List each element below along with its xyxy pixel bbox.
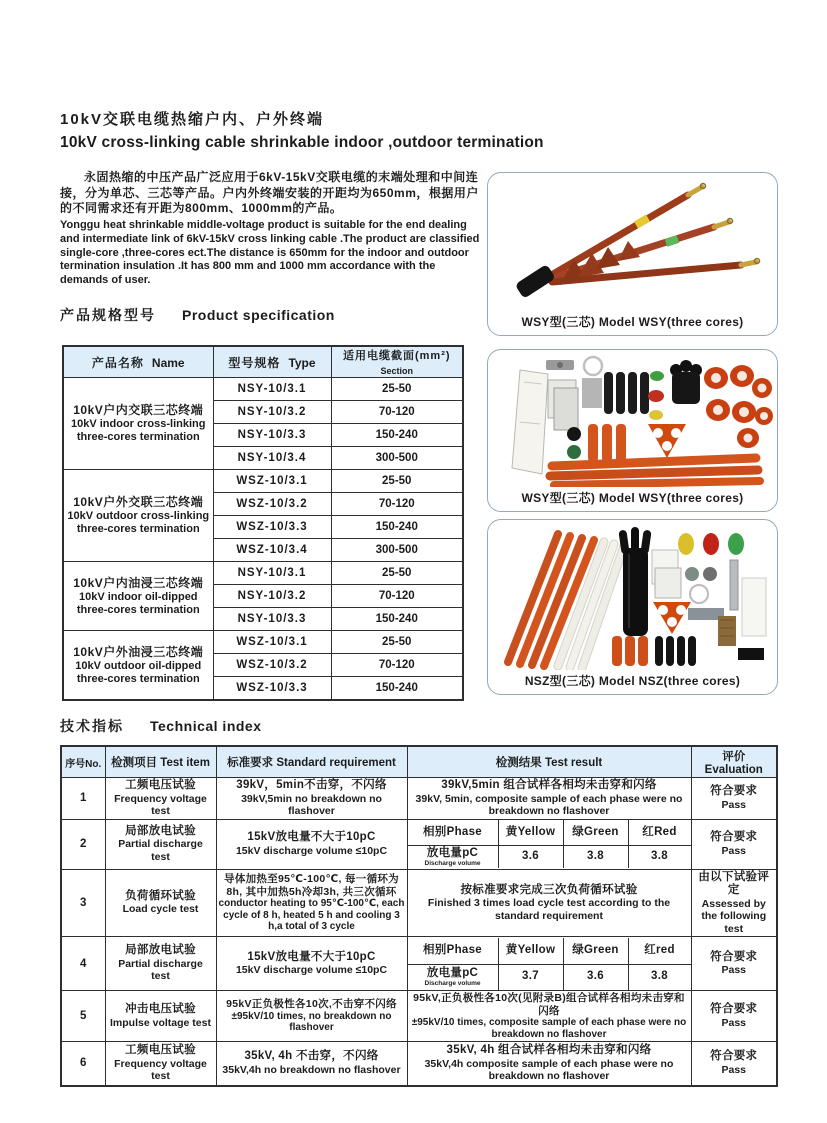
tech-eval-cell — [691, 869, 777, 937]
item-zh: 工频电压试验 — [125, 1044, 196, 1056]
qty-zh: 放电量pC — [426, 846, 479, 859]
std-zh: 导体加热至95℃-100℃, 每一循环为8h, 其中加热5h冷却3h, 共三次循环 — [224, 873, 399, 898]
spec-header-row — [63, 346, 463, 378]
res-zh: 95kV,正负极性各10次(见附录B)组合试样各相均未击穿和闪络 — [413, 992, 685, 1017]
eval-zh: 符合要求 — [710, 1003, 758, 1015]
eval-en: Pass — [721, 1016, 747, 1029]
tech-item-cell — [105, 819, 216, 869]
photo-caption: WSY型(三芯) Model WSY(three cores) — [521, 315, 744, 329]
spec-section-cell: 70-120 — [331, 493, 463, 516]
item-en: Frequency voltage test — [114, 792, 207, 817]
std-en: 39kV,5min no breakdown no flashover — [241, 792, 382, 817]
sub-col-yellow: 黄Yellow — [498, 938, 563, 964]
tech-result-cell — [407, 778, 691, 820]
spec-section-cell: 70-120 — [331, 654, 463, 677]
tech-col-evaluation — [691, 746, 777, 778]
res-zh: 39kV,5min 组合试样各相均未击穿和闪络 — [441, 779, 657, 791]
spec-section-cell: 150-240 — [331, 516, 463, 539]
tech-standard-cell — [216, 869, 407, 937]
item-zh: 局部放电试验 — [125, 824, 196, 837]
product-photo-box-wsy-assembled — [487, 172, 778, 336]
table-row — [63, 470, 463, 493]
std-en: ±95kV/10 times, no breakdown no flashover — [231, 1010, 392, 1034]
spec-type-cell: WSZ-10/3.1 — [213, 470, 331, 493]
group-name-zh: 10kV户外交联三芯终端 — [73, 495, 204, 509]
spec-section-cell: 25-50 — [331, 631, 463, 654]
res-zh: 按标准要求完成三次负荷循环试验 — [460, 883, 638, 896]
std-en: 35kV,4h no breakdown no flashover — [222, 1063, 401, 1076]
spec-col-type-zh: 型号规格 — [228, 355, 281, 370]
tech-col-item-en: Test item — [160, 757, 210, 769]
product-photo-box-wsy-kit — [487, 349, 778, 512]
eval-zh: 符合要求 — [710, 950, 758, 963]
tech-result-cell — [407, 991, 691, 1042]
spec-section-cell: 150-240 — [331, 608, 463, 631]
item-zh: 局部放电试验 — [125, 944, 196, 957]
group-name-en2: three-cores termination — [76, 431, 200, 443]
technical-index-table — [60, 745, 778, 1087]
spec-section-cell: 25-50 — [331, 378, 463, 401]
sub-value-red: 3.8 — [628, 964, 691, 990]
std-zh: 95kV正负极性各10次,不击穿不闪络 — [226, 998, 397, 1011]
res-en: ±95kV/10 times, composite sample of each phase were no breakdown no flashover — [411, 1017, 687, 1040]
tech-col-standard-zh: 标准要求 — [227, 757, 274, 769]
eval-zh: 符合要求 — [710, 785, 758, 798]
group-name-zh: 10kV户外油浸三芯终端 — [73, 644, 204, 659]
product-photo-wsy-kit — [490, 352, 775, 487]
spec-type-cell: NSY-10/3.4 — [213, 447, 331, 470]
eval-en: Assessed by the following test — [701, 897, 767, 935]
tech-standard-cell — [216, 937, 407, 991]
tech-eval-cell — [691, 937, 777, 991]
group-name-en1: 10kV outdoor oil-dipped — [75, 659, 202, 672]
spec-heading-zh: 产品规格型号 — [60, 307, 156, 323]
tech-col-item-zh: 检测项目 — [111, 757, 158, 769]
tech-header-row — [61, 746, 777, 778]
photo-caption: NSZ型(三芯) Model NSZ(three cores) — [524, 674, 741, 688]
spec-section-cell: 70-120 — [331, 401, 463, 424]
tech-no-cell: 5 — [61, 991, 105, 1042]
tech-no-cell: 1 — [61, 778, 105, 820]
spec-section-cell: 300-500 — [331, 447, 463, 470]
table-row — [61, 869, 777, 937]
group-name-en2: three-cores termination — [76, 603, 200, 616]
eval-en: Pass — [721, 1063, 747, 1076]
tech-result-subtable — [407, 937, 691, 991]
sub-col-yellow: 黄Yellow — [498, 820, 563, 845]
table-row — [63, 378, 463, 401]
std-zh: 15kV放电量不大于10pC — [247, 831, 376, 843]
group-name-en2: three-cores termination — [76, 672, 200, 685]
spec-type-cell: WSZ-10/3.2 — [213, 654, 331, 677]
table-row — [61, 937, 777, 991]
page-title-zh: 10kV交联电缆热缩户内、户外终端 — [60, 111, 325, 128]
tech-col-item — [105, 746, 216, 778]
sub-col-red: 红Red — [628, 820, 691, 845]
item-en: Partial discharge test — [118, 838, 203, 863]
tech-eval-cell — [691, 1042, 777, 1086]
eval-zh: 符合要求 — [710, 831, 758, 843]
intro-paragraph-en: Yonggu heat shrinkable middle-voltage product is suitable for the end dealing and intermediate link of 6kV-15kV cross linking cable .The product are classified single-core ,three-cores ect.The distance is 650mm for the indoor and outdoor termination insulation .It has 800 mm and 1000 mm accordance with the demands of user. — [60, 219, 480, 287]
tech-standard-cell — [216, 991, 407, 1042]
spec-col-name-zh: 产品名称 — [91, 355, 144, 370]
tech-col-result-en: Test result — [544, 757, 603, 769]
table-row — [63, 631, 463, 654]
spec-section-cell: 150-240 — [331, 677, 463, 701]
res-zh: 35kV, 4h 组合试样各相均未击穿和闪络 — [446, 1044, 652, 1056]
table-row — [61, 991, 777, 1042]
product-photo-box-nsz-kit — [487, 519, 778, 695]
item-en: Partial discharge test — [118, 957, 203, 983]
tech-item-cell — [105, 1042, 216, 1086]
qty-en: Discharge volume — [424, 860, 481, 868]
eval-en: Pass — [721, 798, 747, 811]
spec-type-cell: WSZ-10/3.3 — [213, 677, 331, 701]
spec-type-cell: NSY-10/3.3 — [213, 608, 331, 631]
item-zh: 负荷循环试验 — [125, 889, 196, 902]
tech-no-cell: 6 — [61, 1042, 105, 1086]
table-row — [61, 778, 777, 820]
group-name-zh: 10kV户内油浸三芯终端 — [73, 575, 204, 590]
spec-type-cell: NSY-10/3.1 — [213, 562, 331, 585]
tech-col-no: 序号No. — [61, 746, 105, 778]
spec-group-name-4 — [63, 631, 213, 701]
tech-col-result — [407, 746, 691, 778]
std-en: conductor heating to 95℃-100℃, each cycle of 8 h, heated 5 h and cooling 3 h,a total of 3 cycle — [218, 898, 405, 932]
spec-type-cell: NSY-10/3.3 — [213, 424, 331, 447]
spec-group-name-2 — [63, 470, 213, 562]
spec-section-cell: 25-50 — [331, 562, 463, 585]
tech-result-cell — [407, 1042, 691, 1086]
item-zh: 工频电压试验 — [125, 779, 196, 791]
item-zh: 冲击电压试验 — [125, 1003, 196, 1015]
tech-result-cell — [407, 869, 691, 937]
sub-value-yellow: 3.6 — [498, 845, 563, 868]
spec-section-heading — [60, 305, 335, 325]
tech-eval-cell — [691, 819, 777, 869]
table-row — [61, 1042, 777, 1086]
tech-heading-en: Technical index — [150, 718, 262, 734]
tech-no-cell: 2 — [61, 819, 105, 869]
tech-eval-cell — [691, 778, 777, 820]
sub-value-red: 3.8 — [628, 845, 691, 868]
spec-group-name-3 — [63, 562, 213, 631]
sub-col-green: 绿Green — [563, 938, 628, 964]
spec-group-name-1 — [63, 378, 213, 470]
spec-type-cell: NSY-10/3.2 — [213, 585, 331, 608]
sub-col-green: 绿Green — [563, 820, 628, 845]
tech-item-cell — [105, 778, 216, 820]
std-en: 15kV discharge volume ≤10pC — [235, 844, 388, 857]
tech-item-cell — [105, 991, 216, 1042]
spec-col-section-en: Section — [380, 366, 413, 376]
product-photo-wsy-termination — [490, 175, 775, 309]
spec-type-cell: NSY-10/3.2 — [213, 401, 331, 424]
std-zh: 35kV, 4h 不击穿，不闪络 — [244, 1050, 379, 1063]
sub-phase-label: 相别Phase — [423, 825, 482, 838]
page-title-en: 10kV cross-linking cable shrinkable indoor ,outdoor termination — [60, 134, 544, 151]
spec-type-cell: WSZ-10/3.4 — [213, 539, 331, 562]
spec-type-cell: WSZ-10/3.3 — [213, 516, 331, 539]
spec-col-section — [331, 346, 463, 378]
qty-en: Discharge volume — [424, 980, 481, 988]
tech-eval-cell — [691, 991, 777, 1042]
tech-col-result-zh: 检测结果 — [495, 757, 542, 769]
spec-col-name-en: Name — [151, 355, 185, 370]
tech-col-evaluation-zh: 评价 — [722, 751, 746, 763]
product-spec-table — [62, 345, 464, 701]
spec-col-type — [213, 346, 331, 378]
item-en: Frequency voltage test — [114, 1057, 207, 1082]
sub-col-red: 红red — [628, 938, 691, 964]
tech-col-standard — [216, 746, 407, 778]
eval-zh: 由以下试验评定 — [698, 870, 770, 896]
spec-section-cell: 25-50 — [331, 470, 463, 493]
tech-standard-cell — [216, 819, 407, 869]
spec-section-cell: 70-120 — [331, 585, 463, 608]
std-zh: 15kV放电量不大于10pC — [247, 950, 376, 963]
table-row — [63, 562, 463, 585]
eval-en: Pass — [721, 844, 747, 857]
spec-section-cell: 300-500 — [331, 539, 463, 562]
item-en: Impulse voltage test — [110, 1016, 211, 1029]
tech-item-cell — [105, 937, 216, 991]
tech-heading-zh: 技术指标 — [60, 718, 124, 734]
sub-value-yellow: 3.7 — [498, 964, 563, 990]
spec-type-cell: WSZ-10/3.1 — [213, 631, 331, 654]
sub-phase-label: 相别Phase — [423, 943, 482, 956]
std-en: 15kV discharge volume ≤10pC — [235, 964, 388, 976]
sub-value-green: 3.6 — [563, 964, 628, 990]
tech-section-heading — [60, 716, 262, 736]
std-zh: 39kV，5min不击穿，不闪络 — [236, 779, 387, 791]
spec-heading-en: Product specification — [182, 307, 335, 323]
sub-value-green: 3.8 — [563, 845, 628, 868]
tech-col-standard-en: Standard requirement — [276, 757, 396, 769]
group-name-en1: 10kV outdoor cross-linking — [67, 510, 210, 522]
tech-standard-cell — [216, 1042, 407, 1086]
tech-item-cell — [105, 869, 216, 937]
tech-standard-cell — [216, 778, 407, 820]
spec-type-cell: NSY-10/3.1 — [213, 378, 331, 401]
group-name-en2: three-cores termination — [76, 523, 200, 535]
spec-col-type-en: Type — [288, 355, 316, 370]
eval-en: Pass — [721, 964, 747, 976]
tech-no-cell: 4 — [61, 937, 105, 991]
res-en: 35kV,4h composite sample of each phase were no breakdown no flashover — [424, 1057, 674, 1082]
tech-no-cell: 3 — [61, 869, 105, 937]
table-row — [61, 819, 777, 869]
qty-zh: 放电量pC — [426, 966, 479, 979]
intro-paragraph-zh: 永固热缩的中压产品广泛应用于6kV-15kV交联电缆的末端处理和中间连接，分为单芯、三芯等产品。户内外终端安装的开距均为650mm，根据用户的不同需求还有开距为800mm、1000mm的产品。 — [60, 170, 479, 215]
sub-qty-label — [408, 845, 498, 868]
res-en: 39kV, 5min, composite sample of each phase were no breakdown no flashover — [415, 792, 683, 817]
spec-section-cell: 150-240 — [331, 424, 463, 447]
spec-type-cell: WSZ-10/3.2 — [213, 493, 331, 516]
group-name-en1: 10kV indoor oil-dipped — [78, 590, 198, 603]
group-name-zh: 10kV户内交联三芯终端 — [73, 403, 204, 417]
item-en: Load cycle test — [122, 903, 199, 916]
sub-qty-label — [408, 964, 498, 990]
res-en: Finished 3 times load cycle test according to the standard requirement — [427, 897, 671, 922]
tech-result-subtable — [407, 819, 691, 869]
product-photo-nsz-kit — [490, 522, 775, 670]
spec-col-name — [63, 346, 213, 378]
tech-col-evaluation-en: Evaluation — [704, 764, 763, 776]
eval-zh: 符合要求 — [710, 1050, 758, 1063]
spec-col-section-zh: 适用电缆截面(mm²) — [342, 350, 451, 362]
photo-caption: WSY型(三芯) Model WSY(three cores) — [521, 491, 744, 505]
group-name-en1: 10kV indoor cross-linking — [71, 418, 206, 430]
